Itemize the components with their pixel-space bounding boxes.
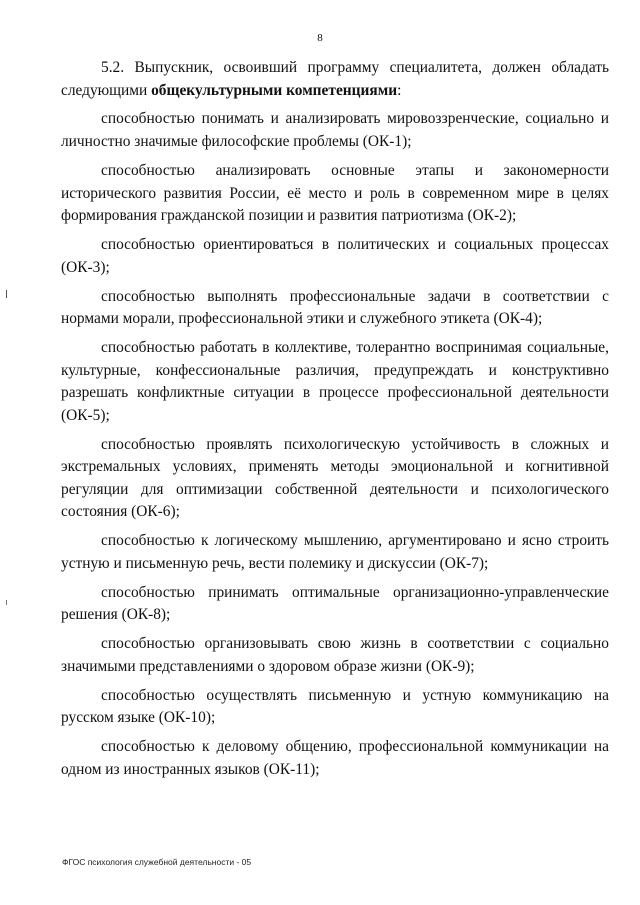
competency-ok-8: способностью принимать оптимальные организационно-управленческие решения (ОК-8);	[61, 583, 609, 624]
competency-ok-4: способностью выполнять профессиональные задачи в соответствии с нормами морали, профессиональной этики и служебного этикета (ОК-4);	[61, 287, 609, 328]
competency-ok-1: способностью понимать и анализировать мировоззренческие, социально и личностно значимые философские проблемы (ОК-1);	[61, 110, 609, 151]
scan-margin-mark	[6, 600, 7, 605]
intro-lead-text: 5.2. Выпускник, освоивший программу специалитета, должен обладать следующими	[61, 59, 609, 99]
intro-tail-text: :	[397, 81, 402, 99]
competency-ok-9: способностью организовывать свою жизнь в соответствии с социально значимыми представлениями о здоровом образе жизни (ОК-9);	[61, 635, 609, 675]
competency-ok-6: способностью проявлять психологическую устойчивость в сложных и экстремальных условиях, применять методы эмоциональной и когнитивной регуляции для оптимизации собственной деятельности и психологического состояния (ОК-6);	[61, 435, 609, 521]
section-intro-paragraph	[61, 57, 609, 102]
page-number: 8	[317, 32, 323, 44]
competency-ok-10: способностью осуществлять письменную и устную коммуникацию на русском языке (ОК-10);	[61, 686, 609, 727]
competency-ok-11: способностью к деловому общению, профессиональной коммуникации на одном из иностранных языков (ОК-11);	[61, 738, 609, 778]
scan-margin-mark	[6, 290, 7, 298]
competency-ok-7: способностью к логическому мышлению, аргументировано и ясно строить устную и письменную речь, вести полемику и дискуссии (ОК-7);	[61, 532, 609, 572]
competency-ok-2: способностью анализировать основные этапы и закономерности исторического развития России, её место и роль в современном мире в целях формирования гражданской позиции и развития патриотизма (ОК-2);	[61, 161, 609, 225]
document-body	[61, 57, 609, 788]
competency-ok-3: способностью ориентироваться в политических и социальных процессах (ОК-3);	[61, 236, 609, 276]
intro-bold-term: общекультурными компетенциями	[151, 81, 398, 99]
competency-ok-5: способностью работать в коллективе, толерантно воспринимая социальные, культурные, конфессиональные различия, предупреждать и конструктивно разрешать конфликтные ситуации в процессе профессиональной деятельности (ОК-5);	[61, 339, 609, 424]
page-footer: ФГОС психология служебной деятельности - 05	[62, 857, 252, 867]
